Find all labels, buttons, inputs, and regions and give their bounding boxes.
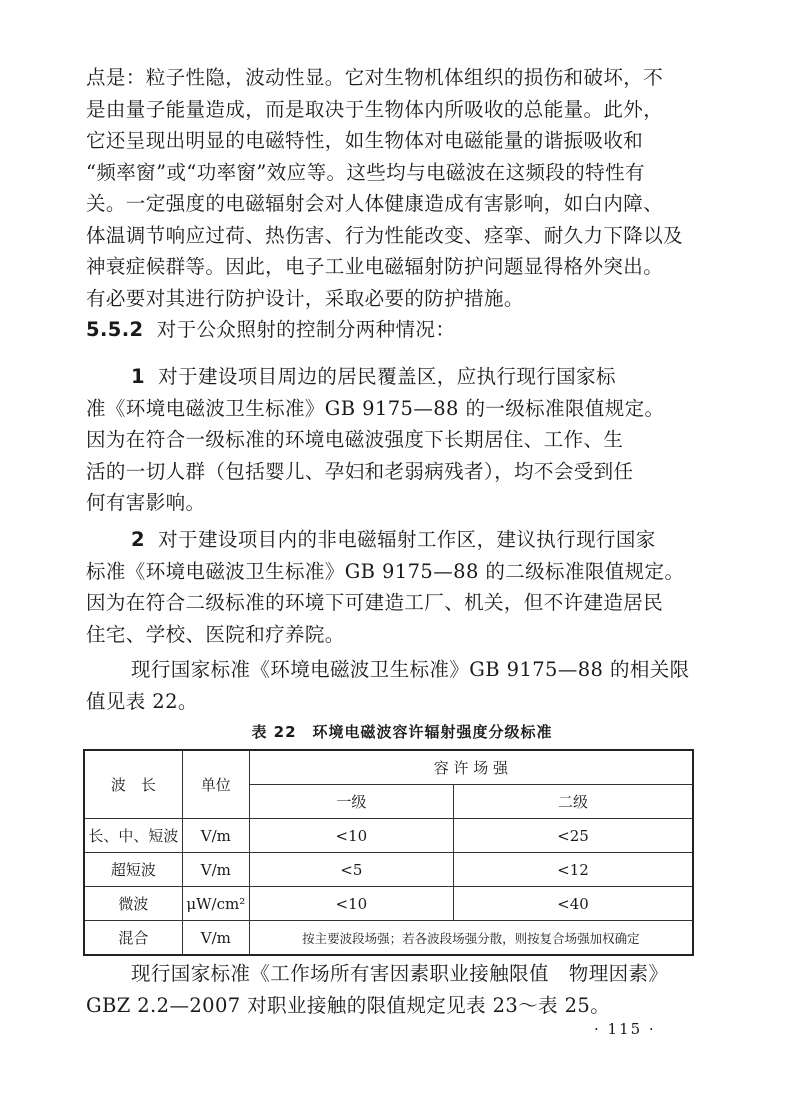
- cell-band: 超短波: [84, 853, 182, 887]
- table-title: 表 22 环境电磁波容许辐射强度分级标准: [251, 723, 553, 741]
- item-number: 2: [131, 528, 145, 551]
- cell-level-1: <10: [249, 819, 453, 853]
- item-2: [86, 524, 706, 650]
- item-line: [86, 361, 706, 393]
- item-1: [86, 361, 706, 519]
- intro-line: 关。一定强度的电磁辐射会对人体健康造成有害影响，如白内障、: [86, 192, 664, 215]
- table-row: [84, 819, 693, 853]
- cell-level-2: <12: [453, 853, 693, 887]
- item-text: 对于建设项目内的非电磁辐射工作区，建议执行现行国家: [158, 528, 656, 551]
- intro-line: 是由量子能量造成，而是取决于生物体内所吸收的总能量。此外，: [86, 97, 664, 121]
- cell-unit: V/m: [182, 819, 249, 853]
- intro-paragraph: [86, 62, 706, 314]
- closing-line: GBZ 2.2—2007 对职业接触的限值规定见表 23～表 25。: [86, 993, 611, 1017]
- item-number: 1: [131, 365, 145, 388]
- item-line: 因为在符合二级标准的环境下可建造工厂、机关，但不许建造居民: [86, 591, 664, 614]
- cell-unit: μW/cm²: [182, 887, 249, 921]
- item-line: 何有害影响。: [86, 491, 206, 514]
- cell-level-1: <5: [249, 853, 453, 887]
- intro-line: 神衰症候群等。因此，电子工业电磁辐射防护问题显得格外突出。: [86, 255, 664, 278]
- cell-band: 微波: [84, 887, 182, 921]
- item-line: 准《环境电磁波卫生标准》GB 9175—88 的一级标准限值规定。: [86, 396, 665, 420]
- intro-line: 体温调节响应过荷、热伤害、行为性能改变、痉挛、耐久力下降以及: [86, 223, 684, 247]
- cell-unit: V/m: [182, 853, 249, 887]
- item-line: 活的一切人群（包括婴儿、孕妇和老弱病残者），均不会受到任: [86, 459, 634, 483]
- cell-band: 长、中、短波: [84, 819, 182, 853]
- item-line: 住宅、学校、医院和疗养院。: [86, 622, 345, 646]
- cell-level-1: <10: [249, 887, 453, 921]
- header-wavelength: 波 长: [84, 750, 182, 819]
- header-unit: 单位: [182, 750, 249, 819]
- cell-level-2: <40: [453, 887, 693, 921]
- page-number: · 115 ·: [594, 1020, 656, 1038]
- cell-mixed-note: 按主要波段场强；若各波段场强分散，则按复合场强加权确定: [249, 921, 693, 956]
- header-level-2: 二级: [453, 785, 693, 819]
- ref-line: 值见表 22。: [86, 689, 198, 713]
- header-level-1: 一级: [249, 785, 453, 819]
- reference-paragraph: [86, 654, 706, 717]
- header-allowed-field-strength: 容 许 场 强: [249, 750, 693, 785]
- intro-line: 点是：粒子性隐，波动性显。它对生物机体组织的损伤和破坏，不: [86, 66, 664, 89]
- item-line: [86, 524, 706, 556]
- table-row: [84, 853, 693, 887]
- item-text: 对于建设项目周边的居民覆盖区，应执行现行国家标: [158, 365, 616, 388]
- ref-line: 现行国家标准《环境电磁波卫生标准》GB 9175—88 的相关限: [131, 658, 690, 681]
- cell-band: 混合: [84, 921, 182, 956]
- section-heading-line: [86, 314, 706, 346]
- table-header-row: [84, 750, 693, 785]
- item-line: 标准《环境电磁波卫生标准》GB 9175—88 的二级标准限值规定。: [86, 559, 685, 583]
- cell-unit: V/m: [182, 921, 249, 956]
- item-line: 因为在符合一级标准的环境电磁波强度下长期居住、工作、生: [86, 428, 624, 451]
- closing-paragraph: [86, 958, 706, 1021]
- section-number: 5.5.2: [86, 318, 144, 341]
- intro-line: “频率窗”或“功率窗”效应等。这些均与电磁波在这频段的特性有: [86, 160, 645, 184]
- section-5-5-2: [86, 314, 706, 346]
- table-22: [83, 749, 694, 956]
- section-text: 对于公众照射的控制分两种情况：: [156, 318, 456, 341]
- intro-line: 它还呈现出明显的电磁特性，如生物体对电磁能量的谐振吸收和: [86, 129, 644, 152]
- table-row-mixed: [84, 921, 693, 956]
- table-row: [84, 887, 693, 921]
- intro-line: 有必要对其进行防护设计，采取必要的防护措施。: [86, 286, 524, 310]
- cell-level-2: <25: [453, 819, 693, 853]
- closing-line: 现行国家标准《工作场所有害因素职业接触限值 物理因素》: [131, 962, 669, 985]
